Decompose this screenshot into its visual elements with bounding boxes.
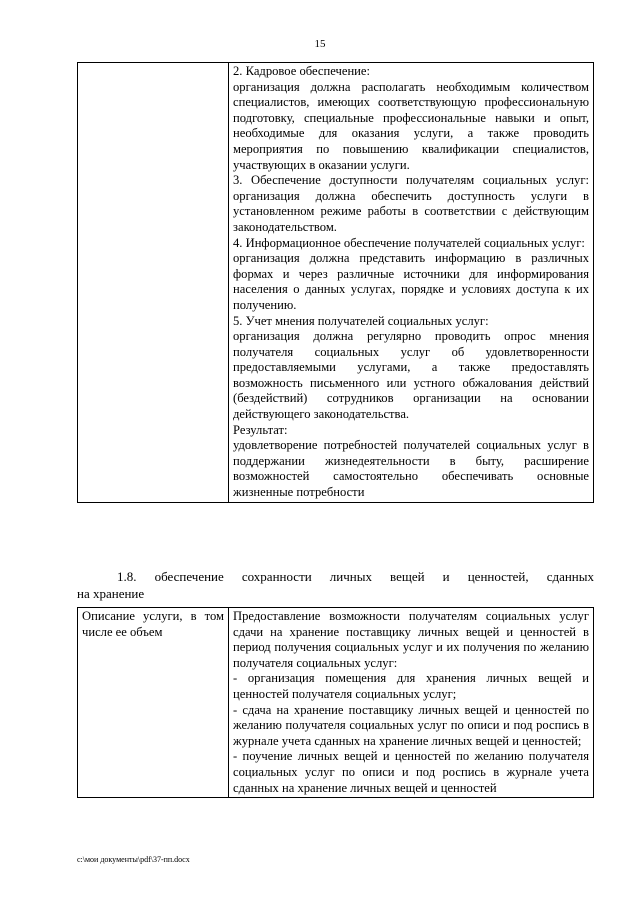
service-table-continued xyxy=(77,62,594,503)
table-row xyxy=(78,608,594,798)
section-heading-line2: на хранение xyxy=(77,586,145,601)
table-cell-label xyxy=(78,63,229,503)
page-number: 15 xyxy=(314,38,326,50)
paragraph-staffing-text: организация должна располагать необходимым количеством специалистов, имеющих соответствующую профессиональную подготовку, специальные профессиональные навыки и опыт, необходимые для оказания услуги, а также проводить мероприятия по повышению квалификации специалистов, участвующих в оказании услуги. xyxy=(233,79,589,172)
section-heading xyxy=(77,568,594,602)
file-path-footer: c:\мои документы\pdf\37-пп.docx xyxy=(77,855,190,864)
list-item-deposit: - сдача на хранение поставщику личных вещей и ценностей по желанию получателя социальных услуг по описи и под роспись в журнале учета сданных на хранение личных вещей и ценностей; xyxy=(233,702,589,748)
table-cell-content xyxy=(229,63,594,503)
list-item-retrieval: - поучение личных вещей и ценностей по желанию получателя социальных услуг по описи и под роспись в журнале учета сданных на хранение личных вещей и ценностей xyxy=(233,749,589,795)
table-row xyxy=(78,63,594,503)
paragraph-information-heading: 4. Информационное обеспечение получателей социальных услуг: xyxy=(233,235,585,250)
service-description-table xyxy=(77,607,594,798)
paragraph-accessibility: 3. Обеспечение доступности получателям социальных услуг: организация должна обеспечить доступность услуги в установленном режиме работы в соответствии с действующим законодательством. xyxy=(233,173,589,234)
paragraph-feedback-heading: 5. Учет мнения получателей социальных услуг: xyxy=(233,313,489,328)
table-cell-content xyxy=(229,608,594,798)
list-item-storage-room: - организация помещения для хранения личных вещей и ценностей получателя социальных услуг; xyxy=(233,671,589,701)
paragraph-information-text: организация должна представить информацию в различных формах и через различные источники для информирования населения о данных услугах, порядке и условиях доступа к их получению. xyxy=(233,251,589,312)
description-label: Описание услуги, в том числе ее объем xyxy=(82,609,224,639)
table-cell-label xyxy=(78,608,229,798)
paragraph-result-heading: Результат: xyxy=(233,422,288,437)
paragraph-staffing-heading: 2. Кадровое обеспечение: xyxy=(233,64,371,78)
paragraph-feedback-text: организация должна регулярно проводить опрос мнения получателя социальных услуг об удовлетворенности предоставляемыми услугами, а также предоставлять возможность письменного или устного обжалования действий (бездействий) сотрудников организации на основании действующего законодательства. xyxy=(233,329,589,422)
paragraph-result-text: удовлетворение потребностей получателей социальных услуг в поддержании жизнедеятельности в быту, расширение возможностей самостоятельно обеспечивать основные жизненные потребности xyxy=(233,438,589,500)
paragraph-intro: Предоставление возможности получателям социальных услуг сдачи на хранение поставщику личных вещей и ценностей в период получения социальных услуг и их получения по желанию получателя социальных услуг: xyxy=(233,609,589,670)
section-heading-line1: 1.8. обеспечение сохранности личных вещей и ценностей, сданных xyxy=(117,569,594,584)
